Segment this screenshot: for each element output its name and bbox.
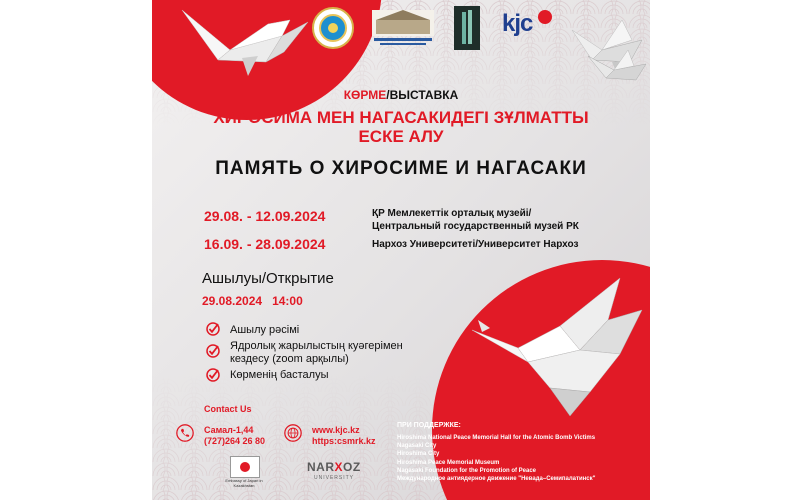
- program-item-1: Ашылу рәсімі: [230, 324, 300, 336]
- supporter-item: Nagasaki Foundation for the Promotion of Peace: [397, 467, 537, 474]
- support-heading: ПРИ ПОДДЕРЖКЕ:: [397, 422, 461, 429]
- kjc-logo-text: kjc: [502, 10, 533, 37]
- address-text: Самал-1,44: [204, 425, 254, 435]
- paper-crane-icon: [584, 46, 650, 86]
- phone-icon: [176, 424, 194, 442]
- phone-number: (727)264 26 80: [204, 436, 266, 446]
- museum-logo-icon: [370, 6, 436, 50]
- schedule-venue-1-line1: ҚР Мемлекеттік орталық музейі/: [372, 208, 532, 219]
- opening-date: 29.08.2024: [202, 294, 263, 308]
- exhibition-poster: [152, 0, 650, 500]
- checkmark-icon: [206, 368, 220, 382]
- title-kazakh: [152, 108, 650, 146]
- supporter-item: Hiroshima City: [397, 451, 440, 458]
- japan-flag-sun: [240, 462, 250, 472]
- opening-datetime: [202, 294, 303, 308]
- supporter-item: Hiroshima Peace Memorial Museum: [397, 459, 500, 466]
- title-kazakh-line1: ХИРОСИМА МЕН НАГАСАКИДЕГІ ЗҰЛМАТТЫ: [213, 108, 589, 127]
- program-item-3: Көрменің басталуы: [230, 369, 329, 381]
- website-link-2[interactable]: https:csmrk.kz: [312, 436, 376, 446]
- paper-crane-icon: [470, 270, 650, 420]
- narxoz-logo-x: X: [334, 460, 344, 474]
- narxoz-logo-part2: OZ: [343, 460, 361, 474]
- narxoz-logo: [307, 460, 361, 474]
- schedule-dates-1: 29.08. - 12.09.2024: [204, 208, 326, 224]
- program-item-2: [230, 340, 403, 366]
- web-info: [312, 425, 376, 447]
- title-kazakh-line2: ЕСКЕ АЛУ: [358, 127, 444, 146]
- opening-label: Ашылуы/Открытие: [202, 270, 334, 287]
- kjc-logo-dot: [538, 10, 552, 24]
- supporter-item: Международное антиядерное движение "Невада–Семипалатинск": [397, 476, 596, 483]
- schedule-venue-2: Нархоз Университеті/Университет Нархоз: [372, 239, 579, 250]
- supporters-list: [397, 434, 595, 483]
- narxoz-logo-part1: NAR: [307, 460, 335, 474]
- exhibition-label-ru: ВЫСТАВКА: [389, 88, 459, 102]
- schedule-venue-1: [372, 207, 579, 233]
- kazakhstan-emblem-icon: [312, 6, 354, 50]
- checkmark-icon: [206, 322, 220, 336]
- schedule-dates-2: 16.09. - 28.09.2024: [204, 236, 326, 252]
- embassy-caption: Embassy of Japan in Kazakhstan: [225, 478, 263, 488]
- website-link-1[interactable]: www.kjc.kz: [312, 425, 360, 435]
- supporter-item: Nagasaki City: [397, 443, 437, 450]
- exhibition-label-kz: КӨРМЕ: [343, 88, 387, 102]
- program-item-2-line1: Ядролық жарылыстың куәгерімен: [230, 340, 403, 352]
- paper-crane-icon: [172, 2, 312, 80]
- schedule-venue-1-line2: Центральный государственный музей РК: [372, 221, 579, 232]
- narxoz-logo-subtitle: UNIVERSITY: [314, 475, 355, 481]
- phone-info: [204, 425, 265, 447]
- supporter-item: Hiroshima National Peace Memorial Hall for the Atomic Bomb Victims: [397, 435, 596, 441]
- japan-flag-icon: [230, 456, 260, 478]
- program-item-2-line2: кездесу (zoom арқылы): [230, 353, 349, 365]
- contact-heading: Contact Us: [204, 404, 252, 414]
- exhibition-label-sep: /: [386, 88, 390, 102]
- checkmark-icon: [206, 344, 220, 358]
- exhibition-label: [152, 88, 650, 102]
- opening-time: 14:00: [272, 294, 303, 308]
- globe-icon: [284, 424, 302, 442]
- memorial-monument-icon: [454, 6, 480, 50]
- title-russian: ПАМЯТЬ О ХИРОСИМЕ И НАГАСАКИ: [215, 158, 587, 179]
